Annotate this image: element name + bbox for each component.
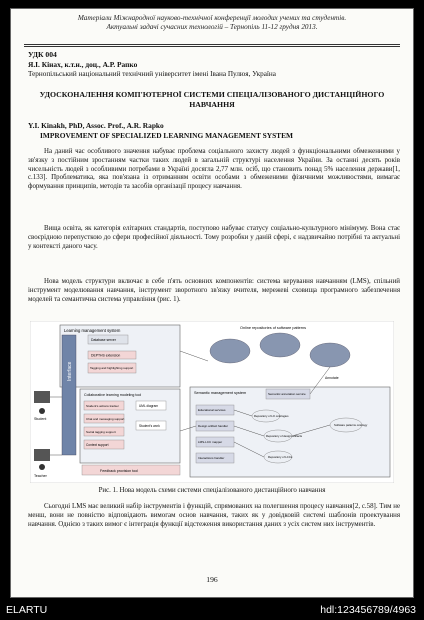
- paragraph-3-text: Нова модель структури включає в себе п'ять основних компонентів: система керування навчанням (LMS), спільний інструмент моделювання навчання, інструмент зворотного зв'язку вчителя, мережеві сховища програмного забезпечення моделей та семантична система управління (рис. 1).: [28, 278, 400, 303]
- teacher-label: Teacher: [34, 474, 47, 478]
- paragraph-1: [28, 148, 400, 192]
- uml-diagram-label: UML diagram: [139, 404, 159, 408]
- collab-title-label: Collaborative learning modeling tool: [84, 393, 142, 397]
- paragraph-4-text: Сьогодні LMS має великий набір інструментів і функцій, спрямованих на полегшення процесу навчання[2, с.58]. Тим не менш, вони не повністю відповідають вимогам основ навчання, таких як у довідковій системі шаблонів проектування навчання. Однією з таких вимог є інтеграція функції відстеження використання даних з усіх систем них інструментів.: [28, 503, 400, 528]
- chat-label: Chat and messaging support: [86, 417, 125, 421]
- repo-cloud-1: [210, 339, 250, 363]
- figure-1-diagram: [30, 321, 394, 483]
- paper-page: [10, 8, 414, 598]
- header-line-2: Актуальні задачі сучасних технологій – Тернопіль 11-12 грудня 2013.: [106, 22, 318, 31]
- teacher-computer-icon: [34, 449, 50, 461]
- lms-title-label: Learning management system: [64, 328, 121, 333]
- footer-handle: hdl:123456789/4963: [320, 604, 416, 616]
- feedback-label: Feedback provision tool: [100, 469, 138, 473]
- paragraph-4: [28, 503, 400, 529]
- online-repo-label: Online repositories of software patterns: [240, 326, 307, 330]
- header-rule-thin: [24, 46, 400, 47]
- figure-caption: Рис. 1. Нова модель схеми системи спеціалізованого дистанційного навчання: [98, 487, 326, 494]
- software-ontology-label: Software patterns ontology: [334, 423, 368, 427]
- interactions-label: Interactions handler: [198, 456, 225, 460]
- student-computer-icon: [34, 391, 50, 403]
- annotate-label: Annotate: [325, 376, 339, 380]
- paragraph-2-text: Вища освіта, як категорія елітарних стандартів, поступово набуває статусу соціально-культурного мінімуму. Вона стає своєрідною перепусткою до сфери професійної діяльності. Тому розробки у даній сфері, є надзвичайно потрібні та актуальні у контексті даного часу.: [28, 225, 400, 250]
- semantic-annotation-label: Semantic annotation service: [268, 392, 306, 396]
- students-work-label: Student's work: [139, 424, 160, 428]
- students-actions-label: Student's actions tracker: [86, 404, 119, 408]
- teacher-person-icon: [39, 464, 45, 470]
- paragraph-2: [28, 225, 400, 251]
- paragraph-1-text: На даний час особливого значення набуває проблема соціального захисту людей з функціональними обмеженнями у зв'язку з постійним зростанням частки таких людей в загальній структурі населення України. За останні десять років чисельність людей з особливими потребами в Україні досягла 2,77 млн. осіб, що становить понад 5% населення держави[1, с.133]. Проблематика, яка пов'язана із отриманням освіти особами з обмеженими фізичними можливостями, вимагає формування принципів, методів та засобів організації процесу навчання.: [28, 148, 400, 191]
- tagging-label: Tagging and highlighting support: [90, 366, 134, 370]
- title-ua: УДОСКОНАЛЕННЯ КОМП'ЮТЕРНОЇ СИСТЕМИ СПЕЦІАЛІЗОВАНОГО ДИСТАНЦІЙНОГО НАВЧАННЯ: [39, 90, 385, 109]
- interface-label: Interface: [67, 361, 73, 381]
- udk-code: УДК 004: [28, 50, 57, 59]
- social-tagging-label: Social tagging support: [86, 430, 116, 434]
- depth-extension-label: DEPTHS extension: [91, 353, 121, 358]
- repo-lcc-label: Repository of LCCs: [268, 455, 293, 459]
- database-server-label: Database server: [91, 338, 116, 342]
- footer-repository-name: ELARTU: [6, 604, 48, 616]
- context-support-label: Context support: [86, 443, 109, 447]
- student-person-icon: [39, 408, 45, 414]
- design-artifact-label: Design artifact handler: [198, 424, 229, 428]
- interface-bar: [62, 335, 76, 455]
- repo-cloud-3: [310, 343, 350, 367]
- student-label: Student: [34, 417, 47, 421]
- educational-services-label: Educational services: [198, 408, 226, 412]
- lms-lcc-label: LMS-LCC mapper: [198, 440, 223, 444]
- semantic-system-box: [190, 387, 390, 477]
- running-header: [10, 14, 414, 31]
- repo-loo-label: Repository of LO ontologies: [254, 414, 289, 418]
- paragraph-3: [28, 278, 400, 304]
- title-en: IMPROVEMENT OF SPECIALIZED LEARNING MANAGEMENT SYSTEM: [40, 131, 294, 140]
- repo-design-label: Repository of design artifacts: [266, 434, 303, 438]
- header-rule: [24, 44, 400, 45]
- page-number: 196: [206, 575, 218, 584]
- repo-cloud-2: [260, 333, 300, 357]
- header-line-1: Матеріали Міжнародної науково-технічної конференції молодих учених та студентів.: [77, 14, 347, 22]
- affiliation: Тернопільський національний технічний університет імені Івана Пулюя, Україна: [28, 70, 276, 78]
- authors-ua: Я.І. Кінах, к.т.н., доц., А.Р. Рапко: [28, 60, 138, 69]
- authors-en: Y.I. Kinakh, PhD, Assoc. Prof., A.R. Rapko: [28, 121, 164, 130]
- semantic-title-label: Semantic management system: [194, 391, 247, 395]
